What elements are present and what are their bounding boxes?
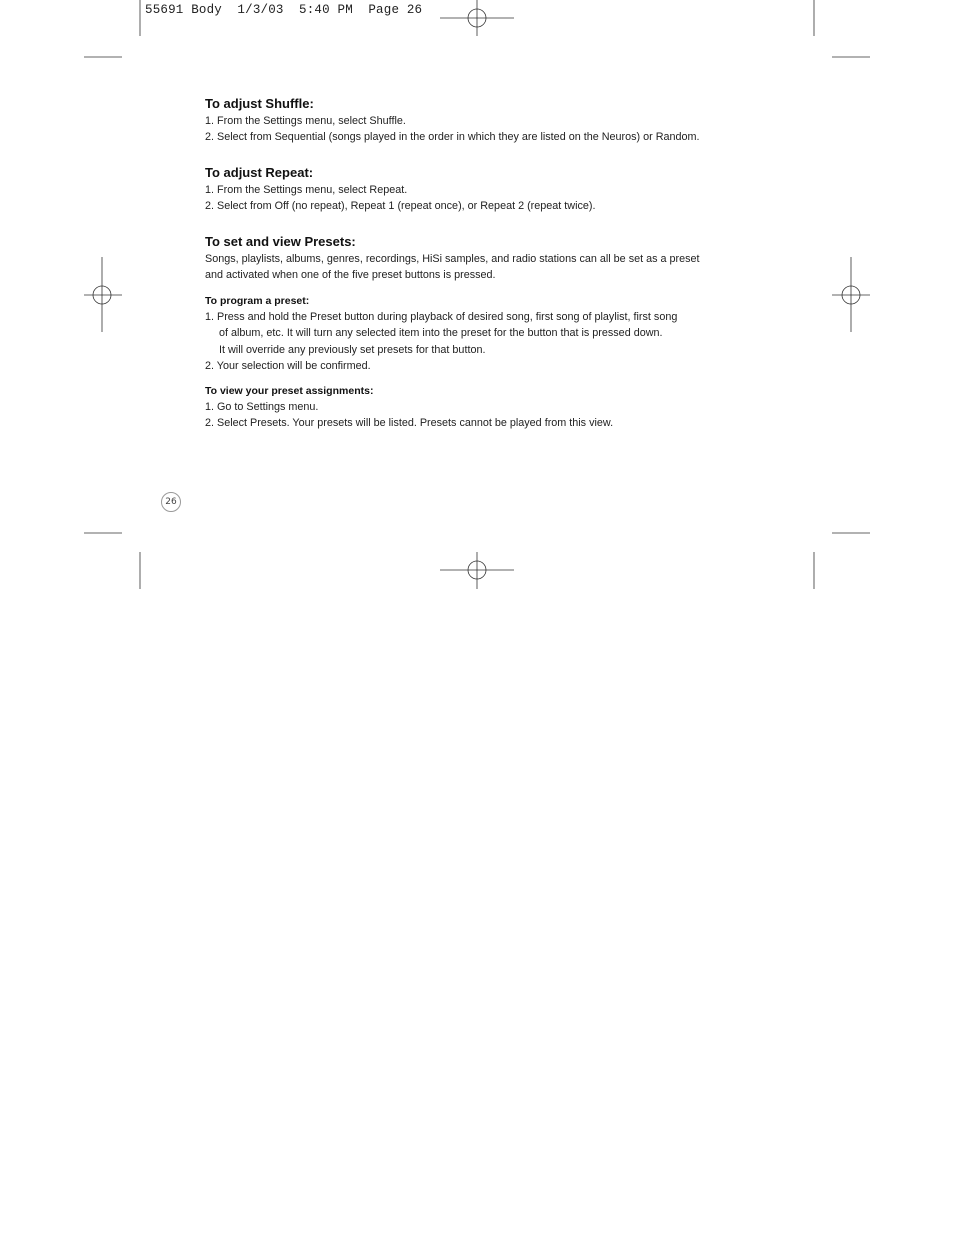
presets-heading: To set and view Presets: [205,234,356,249]
repeat-step-1: 1. From the Settings menu, select Repeat. [205,184,408,196]
print-slug: 55691 Body 1/3/03 5:40 PM Page 26 [145,3,423,17]
shuffle-step-2: 2. Select from Sequential (songs played in the order in which they are listed on the Neuros) or Random. [205,131,700,144]
shuffle-section [205,95,700,146]
view-step-1: 1. Go to Settings menu. [205,401,319,413]
repeat-heading: To adjust Repeat: [205,165,314,180]
program-step-1-line-1: 1. Press and hold the Preset button during playback of desired song, first song of playlist, first song [205,311,678,323]
presets-section [205,233,700,284]
shuffle-step-1: 1. From the Settings menu, select Shuffle. [205,115,406,127]
program-preset-subsection [205,294,677,374]
repeat-section [205,164,595,215]
presets-intro-line-2: and activated when one of the five preset buttons is pressed. [205,269,496,282]
program-step-1-line-2: of album, etc. It will turn any selected item into the preset for the button that is pressed down. [219,327,663,340]
view-presets-subsection [205,384,613,432]
repeat-step-2: 2. Select from Off (no repeat), Repeat 1 (repeat once), or Repeat 2 (repeat twice). [205,200,596,213]
view-step-2: 2. Select Presets. Your presets will be listed. Presets cannot be played from this view. [205,417,614,430]
program-step-2: 2. Your selection will be confirmed. [205,359,371,372]
page-number: 26 [165,497,177,507]
program-preset-heading: To program a preset: [205,295,310,307]
program-step-1-line-3: It will override any previously set presets for that button. [219,343,486,356]
view-presets-heading: To view your preset assignments: [205,385,374,397]
shuffle-heading: To adjust Shuffle: [205,96,314,111]
presets-intro-line-1: Songs, playlists, albums, genres, recordings, HiSi samples, and radio stations can all be set as a preset [205,253,700,265]
page-number-badge [161,492,181,512]
